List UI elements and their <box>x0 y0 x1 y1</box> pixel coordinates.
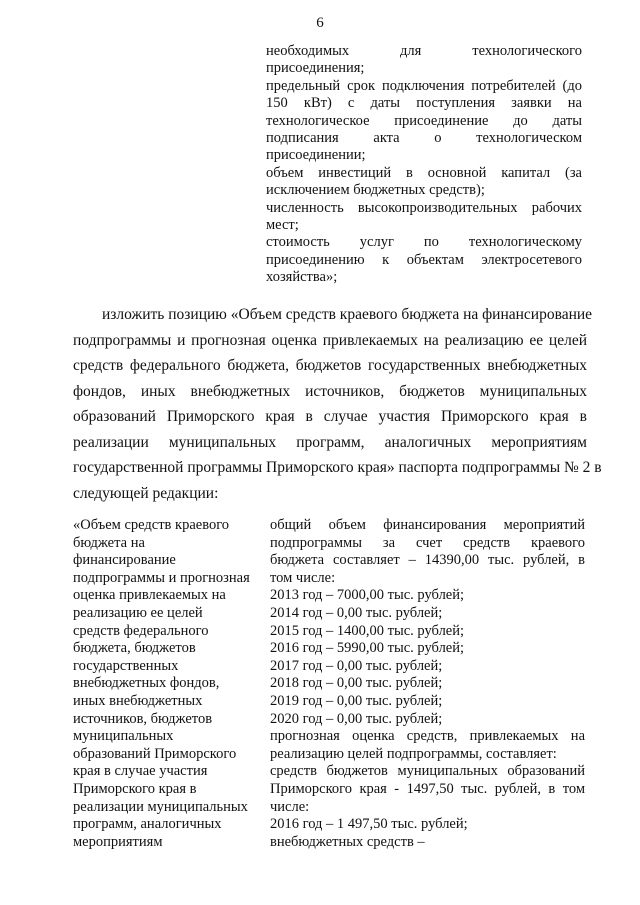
text-line: средств бюджетов муниципальных образований <box>270 763 585 780</box>
text-line: том числе: <box>270 569 336 586</box>
text-line: реализацию ее целей <box>73 604 203 621</box>
text-line: присоединении; <box>266 147 366 164</box>
text-line: мероприятиям <box>73 833 163 850</box>
text-line: мест; <box>266 216 299 233</box>
text-line: государственной программы Приморского края» паспорта подпрограммы № 2 в <box>73 459 602 476</box>
text-line: внебюджетных средств – <box>270 833 425 850</box>
text-line: подпрограммы и прогнозная оценка привлекаемых на реализацию ее целей <box>73 331 587 349</box>
text-line: стоимость услуг по технологическому <box>266 234 582 251</box>
funding-year-line: 2016 год – 5990,00 тыс. рублей; <box>270 640 465 657</box>
text-line: внебюджетных фондов, <box>73 675 220 692</box>
text-line: хозяйства»; <box>266 269 338 286</box>
text-line: прогнозная оценка средств, привлекаемых на <box>270 728 585 745</box>
funding-year-line: 2019 год – 0,00 тыс. рублей; <box>270 692 443 709</box>
text-line: бюджета составляет – 14390,00 тыс. рублей, в <box>270 552 585 569</box>
passport-table-label-cell <box>73 517 259 851</box>
passport-table-value-cell <box>270 517 585 851</box>
text-line: программ, аналогичных <box>73 816 222 833</box>
text-line: образований Приморского <box>73 745 237 762</box>
text-line: иных внебюджетных <box>73 692 203 709</box>
amendment-paragraph <box>73 302 602 506</box>
indicators-list-continuation <box>266 43 582 286</box>
text-line: технологическое присоединение до даты <box>266 112 582 129</box>
text-line: оценка привлекаемых на <box>73 587 226 604</box>
funding-year-line: 2017 год – 0,00 тыс. рублей; <box>270 657 443 674</box>
text-line: численность высокопроизводительных рабочих <box>266 199 582 216</box>
funding-year-line: 2018 год – 0,00 тыс. рублей; <box>270 675 443 692</box>
text-line: объем инвестиций в основной капитал (за <box>266 164 582 181</box>
text-line: присоединению к объектам электросетевого <box>266 251 582 268</box>
text-line: изложить позицию «Объем средств краевого бюджета на финансирование <box>102 306 593 323</box>
text-line: предельный срок подключения потребителей (до <box>266 77 582 94</box>
text-line: реализацию целей подпрограммы, составляет: <box>270 745 557 762</box>
text-line: государственных <box>73 657 179 674</box>
text-line: общий объем финансирования мероприятий <box>270 517 585 533</box>
funding-year-line: 2016 год – 1 497,50 тыс. рублей; <box>270 816 468 833</box>
text-line: источников, бюджетов <box>73 710 213 727</box>
text-line: числе: <box>270 798 310 815</box>
text-line: 150 кВт) с даты поступления заявки на <box>266 95 582 112</box>
text-line: подпрограммы и прогнозная <box>73 569 250 586</box>
funding-year-line: 2020 год – 0,00 тыс. рублей; <box>270 710 443 727</box>
text-line: необходимых для технологического <box>266 43 582 59</box>
text-line: средств федерального бюджета, бюджетов государственных внебюджетных <box>73 357 587 374</box>
text-line: бюджета на <box>73 534 145 551</box>
text-line: присоединения; <box>266 60 365 77</box>
funding-year-line: 2014 год – 0,00 тыс. рублей; <box>270 604 443 621</box>
text-line: бюджета, бюджетов <box>73 640 196 657</box>
text-line: исключением бюджетных средств); <box>266 182 485 199</box>
text-line: средств федерального <box>73 622 209 639</box>
text-line: подпрограммы за счет средств краевого <box>270 534 585 551</box>
text-line: края в случае участия <box>73 763 208 780</box>
text-line: Приморского края в <box>73 780 197 797</box>
funding-year-line: 2013 год – 7000,00 тыс. рублей; <box>270 587 465 604</box>
text-line: Приморского края - 1497,50 тыс. рублей, в том <box>270 780 585 797</box>
page-number: 6 <box>316 15 324 31</box>
text-line: муниципальных <box>73 728 174 745</box>
funding-year-line: 2015 год – 1400,00 тыс. рублей; <box>270 622 465 639</box>
text-line: подписания акта о технологическом <box>266 129 582 146</box>
text-line: реализации муниципальных программ, аналогичных мероприятиям <box>73 433 587 451</box>
text-line: «Объем средств краевого <box>73 517 230 533</box>
text-line: образований Приморского края в случае участия Приморского края в <box>73 408 587 425</box>
text-line: финансирование <box>73 552 176 569</box>
text-line: реализации муниципальных <box>73 798 248 815</box>
text-line: следующей редакции: <box>73 484 219 502</box>
text-line: фондов, иных внебюджетных источников, бюджетов муниципальных <box>73 382 587 400</box>
